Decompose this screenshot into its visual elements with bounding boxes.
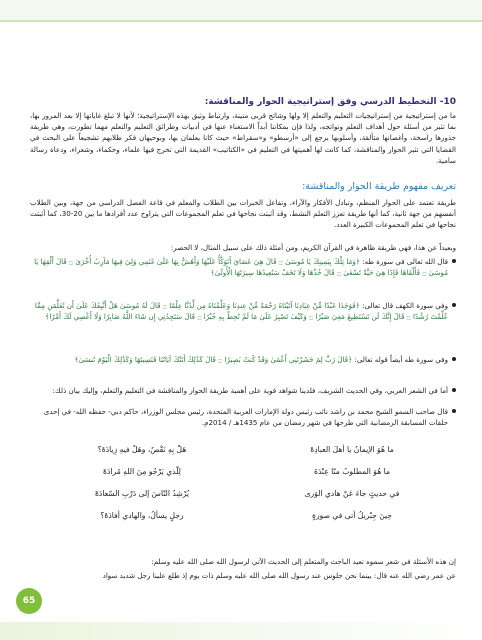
- bullet-taha-2: [30, 354, 456, 365]
- bullet-lead: أما في الشعر العربي، وفي الحديث الشريف، فلدينا شواهد قوية على أهمية طريقة الحوار والمناقشة في التعليم والتعلم، وإليك بيان ذلك:: [52, 386, 448, 395]
- bullet-dot: [452, 357, 456, 361]
- section-title: 10- التخطيط الدرسي وفق إستراتيجية الحوار والمناقشة:: [204, 97, 456, 107]
- subsection-title: تعريف مفهوم طريقة الحوار والمناقشة:: [302, 181, 456, 192]
- definition-examples-lead: وبعيداً عن هذا، فهي طريقة ظاهرة في القرآن الكريم، ومن أمثلة ذلك على سبيل المثال، لا الحصر:: [170, 243, 456, 252]
- bullet-dot: [452, 409, 456, 413]
- poem-first-hemistich: ما هُوَ الإيمانُ يا أهلَ العبادِهْ: [310, 444, 394, 454]
- bullet-kahf: [30, 300, 456, 322]
- poem: [52, 438, 442, 526]
- hadith-paragraph: عن عمر رضي الله عنه قال: بينما نحن جلوس عند رسول الله صلى الله عليه وسلم ذات يوم إذ طلع علينا رجل شديد سواد: [102, 571, 456, 580]
- header-band: [0, 0, 482, 20]
- bullet-lead: قال صاحب السمو الشيخ محمد بن راشد نائب رئيس دولة الإمارات العربية المتحدة، رئيس مجلس الوزراء، حاكم دبي- حفظه الله- في إحدى حلقات المسابقة الرمضانية التي طرحها في شهر رمضان من عام 1435هـ / 2014م.: [43, 407, 448, 428]
- poem-verse: [52, 438, 442, 460]
- bullet-poetry-hadith: [30, 385, 456, 396]
- definition-paragraph: طريقة تعتمد على الحوار المنظم، وتبادل الأفكار والآراء، وتفاعل الخبرات بين الطلاب والمعلم في قاعة الفصل الدراسي من جهة، وبين الطلاب أنفسهم من جهة ثانية، كما أنها طريقة تعزز التعلم النشط، وقد أثبتت نجاحها في تعلم المجموعات التي يتراوح عدد أفرادها ما بين 20-30، كما أثبتت نجاحها في تعلم المجموعات الكبيرة العدد.: [30, 198, 456, 230]
- poem-first-hemistich: حِينَ جِبْريلُ أتى في صورةٍ: [312, 510, 392, 520]
- bullet-lead: وفي سورة طه أيضاً قوله تعالى:: [352, 355, 448, 364]
- closing-paragraph: إن هذه الأسئلة في شعر سموه تعيد الباحث والمتعلم إلى الحديث الآتي لرسول الله صلى الله عليه وسلم:: [151, 557, 456, 566]
- bullet-lead: وفي سورة الكهف قال تعالى:: [359, 301, 448, 310]
- poem-second-hemistich: رجلٍ يسألُ، والهادي أفادَهْ؟: [100, 510, 184, 520]
- poem-second-hemistich: يُرْشِدُ النّاسَ إلى دَرْبِ السّعادَهْ: [94, 488, 190, 498]
- bullet-taha-1: [30, 256, 456, 278]
- bullet-dot: [452, 259, 456, 263]
- quran-quote: ﴿فَوَجَدَا عَبْدًا مِّنْ عِبَادِنَا آتَيْنَاهُ رَحْمَةً مِّنْ عِندِنَا وَعَلَّمْنَاهُ مِن لَّدُنَّا عِلْمًا ۝ قَالَ لَهُ مُوسَىٰ هَلْ أَتَّبِعُكَ عَلَىٰ أَن تُعَلِّمَنِ مِمَّا عُلِّمْتَ رُشْدًا ۝ قَالَ إِنَّكَ لَن تَسْتَطِيعَ مَعِيَ صَبْرًا ۝ وَكَيْفَ تَصْبِرُ عَلَىٰ مَا لَمْ تُحِطْ بِهِ خُبْرًا ۝ قَالَ سَتَجِدُنِي إِن شَاءَ اللَّهُ صَابِرًا وَلَا أَعْصِي لَكَ أَمْرًا﴾: [34, 301, 448, 322]
- header-rule: [0, 20, 482, 22]
- bullet-dot: [452, 388, 456, 392]
- poem-verse: [52, 504, 442, 526]
- bullet-sheikh-mohammed: [30, 406, 456, 428]
- poem-first-hemistich: في حديثٍ جاءَ عَنْ هادي الوَرى: [304, 488, 400, 498]
- intro-paragraph: ما من إستراتيجية من إستراتيجيات التعليم والتعلم إلا ولها وشائج قربى متينة، وارتباط وثيق بهذه الإستراتيجية؛ لأنها لا تبلغ غاياتها إلا بعد المرور بها، بما تثير من أسئلة حول أهداف التعلم ونواتجه، ولذا فإن بمكاننا أبداً الاستغناء عنها في أدبيات وطرائق التعليم والتعلم مهما تطورت، وهي طريقة جذورها راسخة، وأغصانها متألقة، وأسلوبها يرجع إلى «أرسطو» و«سقراط» حيث كانا يعلمان بها، وبوحيهان فكر طلابهم تشجيعاً على البحث في القضايا التي تثير الحوار والمناقشة، كما كانت لها أهميتها في التعليم في «الكتاتيب» القديمة التي تخرج فيها علماء، وحكماء، وشعراء، ودعاة رسالة سامية.: [30, 111, 456, 165]
- page-number-badge: 65: [16, 588, 42, 614]
- footer-strip: [0, 622, 482, 640]
- poem-second-hemistich: هَلْ بِهِ نَقْصٌ، وهَلْ فيهِ زِيادَهْ؟: [97, 444, 187, 454]
- poem-verse: [52, 482, 442, 504]
- poem-first-hemistich: ما هُوَ المطلوبُ منّا عِنْدَهُ: [313, 466, 391, 476]
- poem-verse: [52, 460, 442, 482]
- quran-quote: ﴿وَمَا تِلْكَ بِيَمِينِكَ يَا مُوسَىٰ ۝ قَالَ هِيَ عَصَايَ أَتَوَكَّأُ عَلَيْهَا وَأَهُشُّ بِهَا عَلَىٰ غَنَمِي وَلِيَ فِيهَا مَآرِبُ أُخْرَىٰ ۝ قَالَ أَلْقِهَا يَا مُوسَىٰ ۝ فَأَلْقَاهَا فَإِذَا هِيَ حَيَّةٌ تَسْعَىٰ ۝ قَالَ خُذْهَا وَلَا تَخَفْ سَنُعِيدُهَا سِيرَتَهَا الْأُولَىٰ﴾: [34, 257, 448, 278]
- bullet-lead: قال الله تعالى في سورة طه:: [359, 257, 448, 266]
- poem-second-hemistich: لِلّذي يَرْجُو مِنَ اللهِ مُرادَهْ: [103, 466, 181, 476]
- quran-quote: ﴿قَالَ رَبِّ لِمَ حَشَرْتَنِي أَعْمَىٰ وَقَدْ كُنتُ بَصِيرًا ۝ قَالَ كَذَٰلِكَ أَتَتْكَ آيَاتُنَا فَنَسِيتَهَا وَكَذَٰلِكَ الْيَوْمَ تُنسَىٰ﴾: [74, 355, 353, 364]
- bullet-dot: [452, 303, 456, 307]
